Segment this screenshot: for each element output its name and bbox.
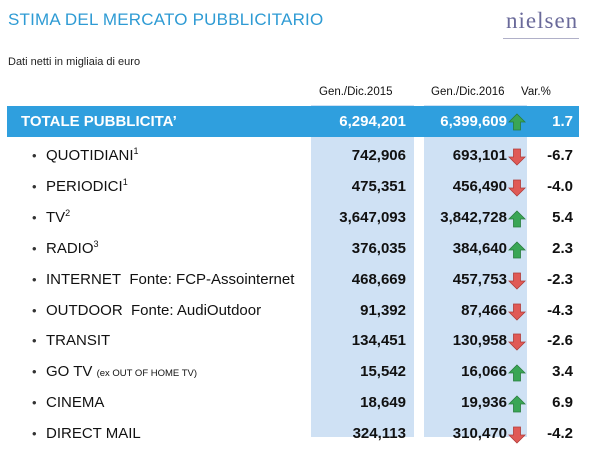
variation: 5.4 [552,208,573,226]
page-title: STIMA DEL MERCATO PUBBLICITARIO [8,10,324,29]
variation: -4.3 [547,301,573,319]
column-header-2015: Gen./Dic.2015 [319,86,393,98]
table-row [0,265,610,295]
footnote-marker: 1 [122,176,128,187]
value-2015: 91,392 [360,301,406,319]
value-2016: 16,066 [461,363,507,381]
value-2016: 3,842,728 [440,208,507,226]
trend-up-icon [508,364,526,382]
table-row [0,326,610,356]
footnote-marker: 1 [133,146,139,156]
value-2016: 693,101 [452,147,507,164]
row-label-cell [46,388,104,418]
row-label-cell [46,203,70,233]
trend-up-icon [508,241,526,259]
row-label-cell [46,296,261,326]
row-label: TV [46,208,66,226]
value-2016: 19,936 [461,394,507,412]
row-label: INTERNET [46,270,121,288]
bullet: • [32,426,37,442]
row-label-cell [46,172,128,202]
row-label-cell [46,234,99,264]
trend-up-icon [508,210,526,228]
row-label: OUTDOOR [46,301,123,319]
table-row [0,141,610,171]
value-2016: 310,470 [452,425,507,443]
variation: -2.6 [547,332,573,350]
row-label: CINEMA [46,394,105,412]
row-label-cell [46,265,294,295]
bullet: • [32,271,37,287]
footnote-marker: 2 [65,207,71,218]
value-2015: 468,669 [351,270,406,288]
value-2016: 130,958 [452,332,507,350]
row-label-cell [46,326,110,356]
table-row [0,172,610,202]
row-source: Fonte: AudiOutdoor [131,301,262,319]
trend-down-icon [508,148,526,166]
row-label: TRANSIT [46,332,111,350]
row-label-cell [46,141,139,171]
table-row [0,234,610,264]
row-label: GO TV [46,363,93,381]
table-row [0,203,610,233]
value-2015: 376,035 [351,239,406,257]
value-2015: 15,542 [360,363,406,381]
row-label: DIRECT MAIL [46,425,141,443]
value-2016: 87,466 [461,301,507,319]
trend-down-icon [508,333,526,351]
footnote-marker: 3 [93,238,99,249]
variation: 3.4 [552,363,573,381]
variation: -6.7 [547,147,573,164]
page-subtitle: Dati netti in migliaia di euro [8,56,141,68]
variation: -2.3 [547,270,573,288]
variation: -4.2 [547,425,573,443]
bullet: • [32,302,37,318]
value-2015: 18,649 [360,394,406,412]
total-value-2015: 6,294,201 [339,113,406,130]
total-variation: 1.7 [552,113,573,130]
column-header-2016: Gen./Dic.2016 [431,86,505,98]
row-label-cell [46,357,197,387]
bullet: • [32,148,37,163]
value-2015: 3,647,093 [339,208,406,226]
value-2015: 742,906 [351,147,406,164]
row-note: (ex OUT OF HOME TV) [96,368,198,380]
trend-down-icon [508,426,526,444]
total-value-2016: 6,399,609 [440,113,507,130]
row-label: QUOTIDIANI [46,147,134,164]
trend-down-icon [508,303,526,321]
variation: -4.0 [547,177,573,195]
logo-underline [503,38,579,39]
table-row [0,357,610,387]
total-label: TOTALE PUBBLICITA’ [21,113,177,130]
row-source: Fonte: FCP-Assointernet [129,270,295,288]
nielsen-logo: nielsen [506,8,579,33]
bullet: • [32,364,37,380]
trend-down-icon [508,179,526,197]
value-2016: 456,490 [452,177,507,195]
value-2015: 475,351 [351,177,406,195]
table-row [0,388,610,418]
column-header-variation: Var.% [521,86,551,98]
bullet: • [32,240,37,256]
variation: 2.3 [552,239,573,257]
bullet: • [32,395,37,411]
value-2016: 457,753 [452,270,507,288]
trend-down-icon [508,272,526,290]
row-label: PERIODICI [46,177,123,195]
bullet: • [32,209,37,225]
value-2016: 384,640 [452,239,507,257]
bullet: • [32,178,37,194]
value-2015: 324,113 [352,425,406,443]
trend-up-icon [508,395,526,413]
table-row [0,296,610,326]
variation: 6.9 [552,394,573,412]
total-row [7,106,579,137]
value-2015: 134,451 [351,332,406,350]
trend-up-icon [508,113,526,131]
row-label: RADIO [46,239,94,257]
row-label-cell [46,419,141,449]
table-row [0,419,610,449]
bullet: • [32,333,37,349]
